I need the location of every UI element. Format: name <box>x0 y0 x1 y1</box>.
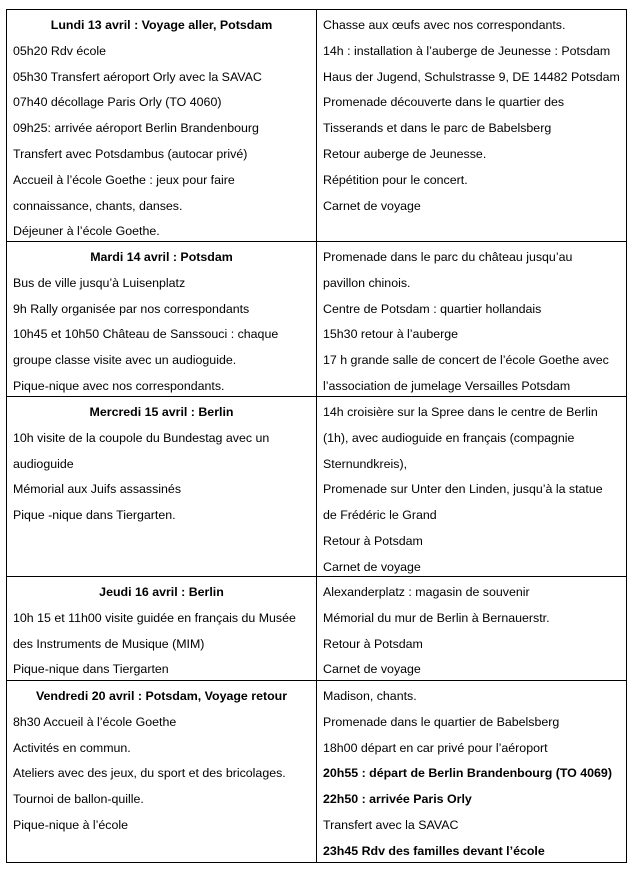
activity-line: 9h Rally organisée par nos correspondants <box>13 301 250 316</box>
day-left-cell <box>7 577 317 680</box>
day-right-cell <box>317 577 626 680</box>
activity-line: Promenade dans le quartier de Babelsberg <box>323 714 560 729</box>
activity-line: Carnet de voyage <box>323 559 421 574</box>
activity-line: Ateliers avec des jeux, du sport et des bricolages. <box>13 766 286 781</box>
schedule-table <box>6 9 627 863</box>
day-row <box>6 9 627 242</box>
activity-line: Mémorial du mur de Berlin à Bernauerstr. <box>323 610 550 625</box>
activity-line: Retour à Potsdam <box>323 636 423 651</box>
activity-line: 18h00 départ en car privé pour l’aéroport <box>323 740 548 755</box>
day-right-cell <box>317 242 626 396</box>
day-row <box>6 397 627 577</box>
activity-line: 10h 15 et 11h00 visite guidée en français du Musée <box>13 610 296 625</box>
activity-line: Promenade découverte dans le quartier des <box>323 95 565 110</box>
activity-line: pavillon chinois. <box>323 275 411 290</box>
day-header: Jeudi 16 avril : Berlin <box>99 585 224 599</box>
activity-line: 10h visite de la coupole du Bundestag avec un <box>13 430 270 445</box>
activity-line: Carnet de voyage <box>323 662 421 677</box>
activity-line: 05h30 Transfert aéroport Orly avec la SAVAC <box>13 69 262 84</box>
day-left-cell <box>7 242 317 396</box>
activity-line: connaissance, chants, danses. <box>13 198 183 213</box>
activity-line: Pique-nique à l’école <box>13 817 129 832</box>
activity-line: Mémorial aux Juifs assassinés <box>13 482 182 497</box>
day-row <box>6 681 627 863</box>
activity-line: Sternundkreis), <box>323 456 408 471</box>
activity-line: Haus der Jugend, Schulstrasse 9, DE 14482 Potsdam <box>323 69 620 84</box>
activity-line: 10h45 et 10h50 Château de Sanssouci : chaque <box>13 327 279 342</box>
activity-line: 8h30 Accueil à l’école Goethe <box>13 714 177 729</box>
day-right-cell <box>317 397 626 576</box>
day-header: Lundi 13 avril : Voyage aller, Potsdam <box>50 18 273 32</box>
day-header: Vendredi 20 avril : Potsdam, Voyage retour <box>35 689 288 703</box>
arrival-flight-line: 22h50 : arrivée Paris Orly <box>323 792 472 807</box>
activity-line: 15h30 retour à l’auberge <box>323 327 459 342</box>
activity-line: (1h), avec audioguide en français (compagnie <box>323 430 575 445</box>
departure-flight-line: 20h55 : départ de Berlin Brandenbourg (TO 4069) <box>323 766 612 781</box>
day-row <box>6 242 627 397</box>
activity-line: Activités en commun. <box>13 740 131 755</box>
day-left-cell <box>7 681 317 862</box>
activity-line: de Frédéric le Grand <box>323 508 437 523</box>
activity-line: 07h40 décollage Paris Orly (TO 4060) <box>13 95 222 110</box>
activity-line: audioguide <box>13 456 74 471</box>
activity-line: Déjeuner à l’école Goethe. <box>13 224 160 239</box>
activity-line: Promenade dans le parc du château jusqu’au <box>323 250 573 264</box>
activity-line: 09h25: arrivée aéroport Berlin Brandenbourg <box>13 121 259 136</box>
family-meeting-line: 23h45 Rdv des familles devant l’école <box>323 843 545 858</box>
day-header: Mercredi 15 avril : Berlin <box>89 405 234 419</box>
activity-line: 17 h grande salle de concert de l’école Goethe avec <box>323 353 609 368</box>
activity-line: Promenade sur Unter den Linden, jusqu’à la statue <box>323 482 603 497</box>
activity-line: Bus de ville jusqu’à Luisenplatz <box>13 275 186 290</box>
activity-line: Tournoi de ballon-quille. <box>13 792 144 807</box>
day-row <box>6 577 627 681</box>
activity-line: Répétition pour le concert. <box>323 172 468 187</box>
activity-line: Madison, chants. <box>323 689 417 703</box>
day-right-cell <box>317 681 626 862</box>
activity-line: Transfert avec la SAVAC <box>323 817 459 832</box>
activity-line: Alexanderplatz : magasin de souvenir <box>323 585 530 599</box>
activity-line: Carnet de voyage <box>323 198 421 213</box>
day-right-cell <box>317 10 626 241</box>
activity-line: 14h croisière sur la Spree dans le centre de Berlin <box>323 405 598 419</box>
activity-line: Pique-nique dans Tiergarten <box>13 662 169 677</box>
activity-line: Retour auberge de Jeunesse. <box>323 146 487 161</box>
activity-line: Pique -nique dans Tiergarten. <box>13 508 176 523</box>
activity-line: Transfert avec Potsdambus (autocar privé) <box>13 146 248 161</box>
activity-line: des Instruments de Musique (MIM) <box>13 636 205 651</box>
activity-line: l’association de jumelage Versailles Potsdam <box>323 378 571 393</box>
activity-line: Accueil à l’école Goethe : jeux pour faire <box>13 172 235 187</box>
activity-line: Pique-nique avec nos correspondants. <box>13 378 225 393</box>
activity-line: 14h : installation à l’auberge de Jeunesse : Potsdam <box>323 43 611 58</box>
activity-line: Chasse aux œufs avec nos correspondants. <box>323 18 566 32</box>
activity-line: Tisserands et dans le parc de Babelsberg <box>323 121 552 136</box>
day-left-cell <box>7 397 317 576</box>
activity-line: 05h20 Rdv école <box>13 43 106 58</box>
day-header: Mardi 14 avril : Potsdam <box>90 250 233 264</box>
activity-line: Retour à Potsdam <box>323 533 423 548</box>
activity-line: groupe classe visite avec un audioguide. <box>13 353 237 368</box>
day-left-cell <box>7 10 317 241</box>
activity-line: Centre de Potsdam : quartier hollandais <box>323 301 542 316</box>
